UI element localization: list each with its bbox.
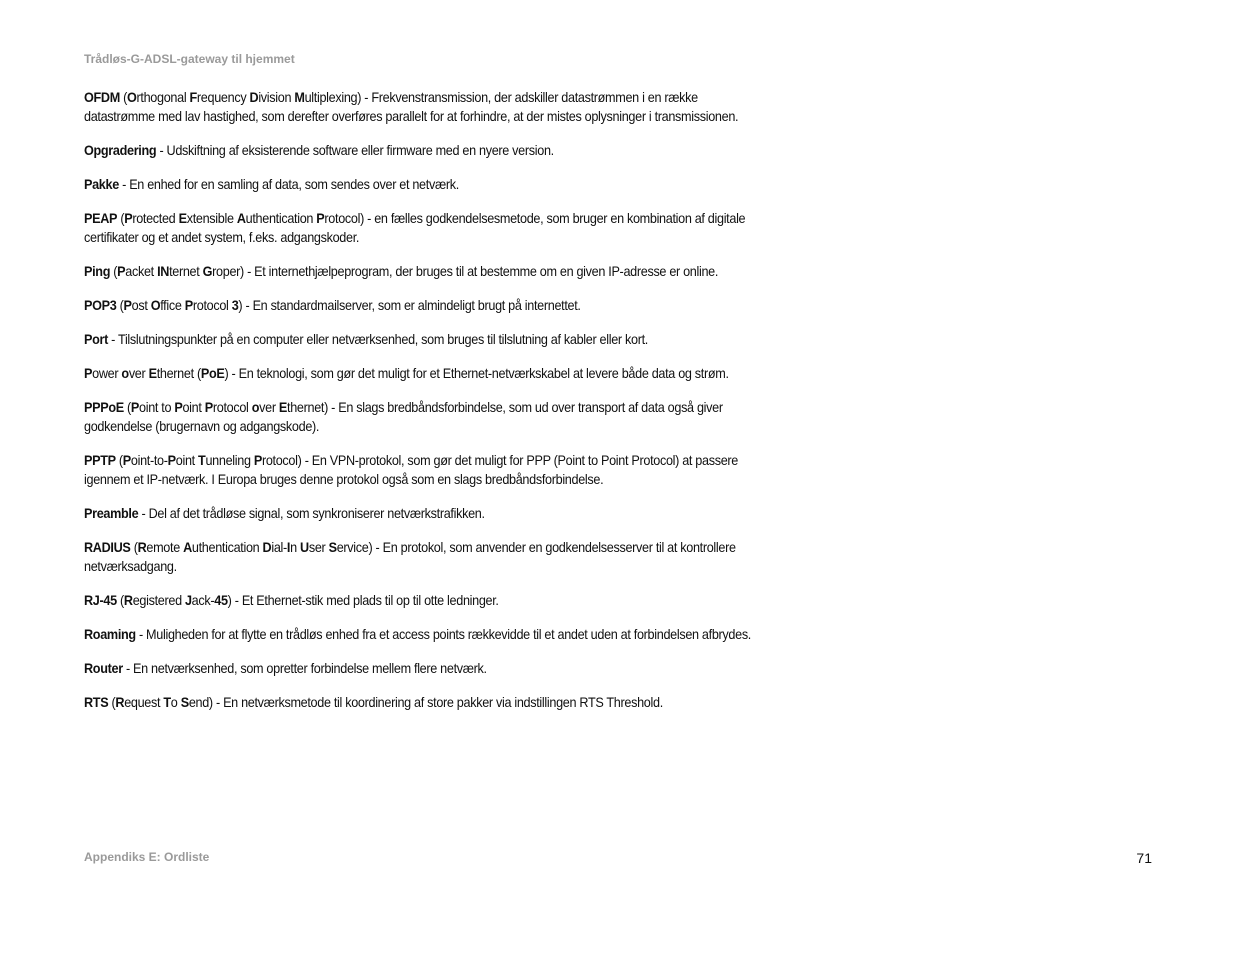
definition-text: - Del af det trådløse signal, som synkroniserer netværkstrafikken. [138, 506, 485, 521]
glossary-term: RADIUS [84, 540, 131, 555]
definition-text: roper) - Et internethjælpeprogram, der bruges til at bestemme om en given IP-adresse er online. [212, 264, 719, 279]
definition-text: ( [110, 264, 118, 279]
acronym-letter: O [126, 90, 137, 105]
acronym-letter: D [249, 90, 259, 105]
acronym-letter: R [115, 695, 125, 710]
glossary-entry [84, 141, 763, 160]
glossary-term: Roaming [84, 627, 136, 642]
glossary-entry [84, 209, 763, 247]
acronym-letter: 45 [214, 593, 228, 608]
glossary-entry [84, 625, 763, 644]
acronym-letter: R [123, 593, 133, 608]
definition-text: acket [125, 264, 158, 279]
definition-text: end) - En netværksmetode til koordinering af store pakker via indstillingen RTS Threshold. [188, 695, 663, 710]
definition-text: uthentication [191, 540, 263, 555]
page-header: Trådløs-G-ADSL-gateway til hjemmet [84, 52, 295, 66]
glossary-term: P [84, 366, 93, 381]
glossary-term: PEAP [84, 211, 118, 226]
definition-text: thernet) - En slags bredbåndsforbindelse, som ud over transport af data også giver godkendelse (brugernavn og adgangskode). [84, 400, 723, 434]
glossary-entry [84, 296, 763, 315]
definition-text: ost [131, 298, 151, 313]
acronym-letter: E [178, 211, 187, 226]
glossary-term: POP3 [84, 298, 117, 313]
definition-text: oint-to- [130, 453, 168, 468]
glossary-entry [84, 504, 763, 523]
glossary-term: Pakke [84, 177, 119, 192]
acronym-letter: E [148, 366, 157, 381]
definition-text: ( [130, 540, 138, 555]
definition-text: ack- [191, 593, 215, 608]
definition-text: rthogonal [136, 90, 190, 105]
glossary-term: Ping [84, 264, 111, 279]
definition-text: unneling [205, 453, 254, 468]
acronym-letter: T [198, 453, 206, 468]
acronym-letter: D [262, 540, 272, 555]
definition-text: ( [117, 211, 125, 226]
acronym-letter: P [123, 298, 132, 313]
glossary-entry [84, 451, 763, 489]
definition-text: - Tilslutningspunkter på en computer eller netværksenhed, som bruges til tilslutning af kabler eller kort. [107, 332, 648, 347]
definition-text: ( [116, 298, 124, 313]
acronym-letter: I [286, 540, 291, 555]
definition-text: ffice [160, 298, 185, 313]
glossary-term: Preamble [84, 506, 139, 521]
glossary-entry [84, 398, 763, 436]
acronym-letter: PoE [200, 366, 225, 381]
footer-section-title: Appendiks E: Ordliste [84, 850, 210, 864]
definition-text: thernet ( [156, 366, 201, 381]
acronym-letter: G [202, 264, 213, 279]
acronym-letter: P [122, 453, 131, 468]
glossary-term: Port [84, 332, 108, 347]
definition-text: rotocol [212, 400, 252, 415]
glossary-entry [84, 659, 763, 678]
glossary-term: Router [84, 661, 123, 676]
acronym-letter: T [163, 695, 171, 710]
definition-text: - En netværksenhed, som opretter forbindelse mellem flere netværk. [122, 661, 487, 676]
definition-text: ) - En standardmailserver, som er almindeligt brugt på internettet. [238, 298, 581, 313]
definition-text: rotected [132, 211, 179, 226]
page-number: 71 [1136, 850, 1152, 866]
acronym-letter: S [180, 695, 189, 710]
glossary-list [84, 88, 764, 727]
acronym-letter: P [316, 211, 325, 226]
acronym-letter: U [300, 540, 309, 555]
definition-text: oint [182, 400, 205, 415]
definition-text: ver [259, 400, 279, 415]
definition-text: oint [175, 453, 199, 468]
acronym-letter: 3 [231, 298, 239, 313]
definition-text: ) - En teknologi, som gør det muligt for et Ethernet-netværkskabel at levere både data og strøm. [224, 366, 729, 381]
definition-text: o [170, 695, 181, 710]
acronym-letter: F [189, 90, 197, 105]
definition-text: equest [124, 695, 164, 710]
acronym-letter: P [184, 298, 193, 313]
acronym-letter: M [294, 90, 305, 105]
acronym-letter: P [124, 211, 133, 226]
glossary-entry [84, 364, 763, 383]
definition-text: rotocol) - En VPN-protokol, som gør det muligt for PPP (Point to Point Protocol) at passere igennem et IP-netværk. I Europa bruges denne protokol også som en slags bredbåndsforbindelse. [84, 453, 738, 487]
glossary-term: Opgradering [84, 143, 157, 158]
definition-text: ervice) - En protokol, som anvender en godkendelsesserver til at kontrollere netværksadgang. [84, 540, 736, 574]
acronym-letter: IN [157, 264, 170, 279]
glossary-term: PPTP [84, 453, 116, 468]
acronym-letter: A [236, 211, 246, 226]
definition-text: ) - Et Ethernet-stik med plads til op til otte ledninger. [227, 593, 499, 608]
definition-text: ( [108, 695, 116, 710]
definition-text: ser [308, 540, 329, 555]
glossary-entry [84, 88, 763, 126]
definition-text: emote [146, 540, 184, 555]
acronym-letter: P [167, 453, 176, 468]
definition-text: oint to [139, 400, 175, 415]
definition-text: ial- [271, 540, 287, 555]
definition-text: uthentication [245, 211, 317, 226]
definition-text: ultiplexing) - Frekvenstransmission, der adskiller datastrømmen i en række datastrømme med lav hastighed, som derefter overføres parallelt for at forhindre, at der mistes oplysninger i transmissionen. [84, 90, 739, 124]
acronym-letter: E [278, 400, 288, 415]
acronym-letter: R [137, 540, 147, 555]
definition-text: ( [123, 400, 131, 415]
acronym-letter: P [130, 400, 140, 415]
glossary-term: RJ-45 [84, 593, 117, 608]
acronym-letter: P [117, 264, 126, 279]
acronym-letter: S [328, 540, 337, 555]
definition-text: - Muligheden for at flytte en trådløs enhed fra et access points rækkevidde til et andet uden at forbindelsen afbrydes. [135, 627, 751, 642]
definition-text: n [290, 540, 301, 555]
definition-text: requency [196, 90, 250, 105]
glossary-entry [84, 330, 763, 349]
acronym-letter: o [121, 366, 129, 381]
definition-text: ( [115, 453, 123, 468]
definition-text: - Udskiftning af eksisterende software eller firmware med en nyere version. [156, 143, 554, 158]
acronym-letter: J [184, 593, 192, 608]
definition-text: rotocol [192, 298, 232, 313]
acronym-letter: A [183, 540, 192, 555]
glossary-entry [84, 175, 763, 194]
glossary-entry [84, 591, 763, 610]
acronym-letter: P [174, 400, 183, 415]
glossary-entry [84, 262, 763, 281]
acronym-letter: O [150, 298, 161, 313]
glossary-entry [84, 538, 763, 576]
definition-text: rotocol) - en fælles godkendelsesmetode, som bruger en kombination af digitale certifikater og et andet system, f.eks. adgangskoder. [84, 211, 746, 245]
acronym-letter: P [253, 453, 262, 468]
glossary-term: OFDM [84, 90, 120, 105]
definition-text: xtensible [186, 211, 237, 226]
glossary-term: PPPoE [84, 400, 124, 415]
definition-text: ver [128, 366, 149, 381]
definition-text: ower [92, 366, 122, 381]
acronym-letter: o [251, 400, 260, 415]
definition-text: ternet [169, 264, 203, 279]
definition-text: - En enhed for en samling af data, som sendes over et netværk. [118, 177, 459, 192]
definition-text: egistered [132, 593, 185, 608]
definition-text: ivision [258, 90, 295, 105]
acronym-letter: P [204, 400, 213, 415]
definition-text: ( [116, 593, 124, 608]
glossary-term: RTS [84, 695, 109, 710]
definition-text: ( [119, 90, 127, 105]
glossary-entry [84, 693, 763, 712]
